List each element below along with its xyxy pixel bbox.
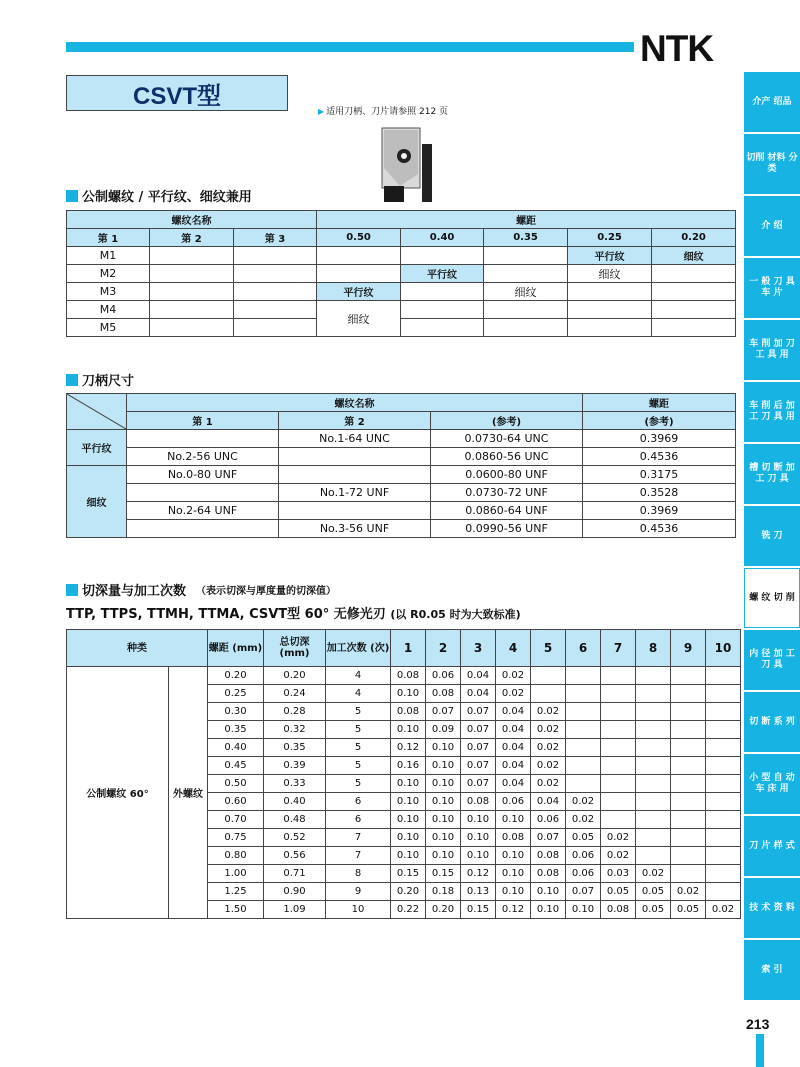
header-pass-number: 9 — [671, 630, 706, 667]
cell-pass-depth — [531, 667, 566, 685]
square-bullet-icon — [66, 374, 78, 386]
cell-pass-depth: 0.05 — [636, 901, 671, 919]
page-title: CSVT型 — [66, 75, 288, 111]
header-reference: (参考) — [431, 412, 583, 430]
section3-subtitle-text: TTP, TTPS, TTMH, TTMA, CSVT型 60° 无修光刃 — [66, 607, 386, 622]
header-total-depth: 总切深 (mm) — [264, 630, 326, 667]
cell-pass-depth: 0.08 — [391, 703, 426, 721]
cell-pass-depth: 0.07 — [426, 703, 461, 721]
cell-reference: 0.0730-64 UNC — [431, 430, 583, 448]
cell-pass-depth — [566, 775, 601, 793]
cell-pass-depth: 0.08 — [391, 667, 426, 685]
cell-first: No.2-64 UNF — [127, 502, 279, 520]
cell-pass-depth: 0.13 — [461, 883, 496, 901]
cell-pass-depth: 0.10 — [391, 811, 426, 829]
cell-pass-depth — [671, 757, 706, 775]
cell-reference: 0.0990-56 UNF — [431, 520, 583, 538]
section3-heading-note: （表示切深与厚度量的切深值） — [196, 586, 337, 597]
sidebar-tab[interactable]: 刀 片 样 式 — [744, 816, 800, 876]
cell-pass-depth — [671, 739, 706, 757]
cell-pass-depth: 0.02 — [531, 775, 566, 793]
header-pass-number: 7 — [601, 630, 636, 667]
cell-pitch: 0.70 — [208, 811, 264, 829]
cell-total-depth: 0.35 — [264, 739, 326, 757]
cell-reference: 0.0860-64 UNF — [431, 502, 583, 520]
diagonal-line — [67, 394, 126, 429]
cell-pass-depth — [706, 775, 741, 793]
cell-pass-depth: 0.10 — [391, 829, 426, 847]
cell-reference: 0.0600-80 UNF — [431, 466, 583, 484]
cell-second: No.1-64 UNC — [279, 430, 431, 448]
cell-pass-depth: 0.02 — [636, 865, 671, 883]
cell-pass-depth: 0.02 — [531, 721, 566, 739]
cell-pass-depth: 0.07 — [461, 739, 496, 757]
cell-pass-depth: 0.02 — [496, 667, 531, 685]
cell-second: No.1-72 UNF — [279, 484, 431, 502]
sidebar-tab[interactable]: 螺 纹 切 削 — [744, 568, 800, 628]
header-second: 第 2 — [150, 229, 234, 247]
section1-table — [66, 210, 736, 337]
cell-pass-depth: 0.04 — [496, 775, 531, 793]
cell-pass-depth: 0.12 — [496, 901, 531, 919]
cell-total-depth: 0.52 — [264, 829, 326, 847]
cell-pass-depth: 0.04 — [461, 685, 496, 703]
cell-pass-depth — [671, 775, 706, 793]
cell-pass-depth — [706, 793, 741, 811]
header-pitch-reference: (参考) — [583, 412, 736, 430]
cell-pass-depth — [671, 865, 706, 883]
cell-pitch: 0.3528 — [583, 484, 736, 502]
cell-pass-depth — [531, 685, 566, 703]
header-pass-number: 2 — [426, 630, 461, 667]
cell-pass-depth: 0.06 — [496, 793, 531, 811]
brand-logo: NTK — [640, 28, 714, 69]
cell-passes: 4 — [326, 685, 391, 703]
sidebar-tab[interactable]: 索 引 — [744, 940, 800, 1000]
cell-second — [279, 502, 431, 520]
cell-total-depth: 0.39 — [264, 757, 326, 775]
sidebar-tab[interactable]: 内 径 加 工 刀 具 — [744, 630, 800, 690]
cell-pass-depth: 0.02 — [566, 793, 601, 811]
cell-first — [127, 520, 279, 538]
header-pitch-025: 0.25 — [568, 229, 652, 247]
header-pitch: 螺距 — [317, 211, 736, 229]
cell-pitch: 0.40 — [208, 739, 264, 757]
cell-total-depth: 0.40 — [264, 793, 326, 811]
cell-pitch: 0.80 — [208, 847, 264, 865]
cell-pass-depth: 0.10 — [496, 847, 531, 865]
cell-pass-depth: 0.04 — [496, 721, 531, 739]
group-fine: 细纹 — [67, 466, 127, 538]
cell-passes: 6 — [326, 793, 391, 811]
cell-fine: 细纹 — [568, 265, 652, 283]
section2-heading-text: 刀柄尺寸 — [82, 374, 135, 389]
cell-pass-depth: 0.07 — [461, 757, 496, 775]
diagonal-corner-cell — [67, 394, 127, 430]
cell-pass-depth — [636, 721, 671, 739]
cell-pass-depth — [706, 667, 741, 685]
header-pitch-050: 0.50 — [317, 229, 401, 247]
cell-pass-depth: 0.10 — [391, 721, 426, 739]
cell-pass-depth — [706, 811, 741, 829]
cell-passes: 5 — [326, 775, 391, 793]
cell-parallel: 平行纹 — [317, 283, 401, 301]
cell-pass-depth: 0.10 — [531, 883, 566, 901]
cell-pitch: 0.20 — [208, 667, 264, 685]
cell-pass-depth: 0.08 — [531, 847, 566, 865]
sidebar-tab[interactable]: 车 削 后 加 工 刀 具 用 — [744, 382, 800, 442]
cell-pass-depth: 0.03 — [601, 865, 636, 883]
cell-total-depth: 0.33 — [264, 775, 326, 793]
reference-note-text: 适用刀柄、刀片请参照 212 页 — [326, 107, 449, 117]
cutting-depth-table — [66, 629, 741, 919]
cell-passes: 4 — [326, 667, 391, 685]
cell-pitch: 1.25 — [208, 883, 264, 901]
header-pitch-040: 0.40 — [401, 229, 484, 247]
cell-pass-depth: 0.10 — [496, 865, 531, 883]
cell-pass-depth — [706, 883, 741, 901]
cell-total-depth: 0.20 — [264, 667, 326, 685]
cell-pass-depth: 0.10 — [426, 829, 461, 847]
cell-pass-depth — [566, 667, 601, 685]
reference-note — [318, 104, 448, 117]
cell-passes: 5 — [326, 721, 391, 739]
cell-pass-depth — [636, 811, 671, 829]
cell-pass-depth: 0.07 — [461, 703, 496, 721]
row-label: M3 — [67, 283, 150, 301]
header-second: 第 2 — [279, 412, 431, 430]
sidebar-tab[interactable]: 技 术 资 料 — [744, 878, 800, 938]
cell-pitch: 0.4536 — [583, 448, 736, 466]
cell-pass-depth: 0.04 — [461, 667, 496, 685]
cell-pass-depth: 0.10 — [426, 847, 461, 865]
cell-pass-depth: 0.10 — [566, 901, 601, 919]
cell-pass-depth: 0.10 — [391, 793, 426, 811]
cell-pass-depth — [636, 739, 671, 757]
header-first: 第 1 — [67, 229, 150, 247]
cell-pass-depth — [636, 685, 671, 703]
cell-first: No.2-56 UNC — [127, 448, 279, 466]
cell-pass-depth: 0.07 — [461, 721, 496, 739]
cell-pass-depth: 0.10 — [531, 901, 566, 919]
header-type: 种类 — [67, 630, 208, 667]
cell-pass-depth: 0.07 — [566, 883, 601, 901]
header-pitch-020: 0.20 — [652, 229, 736, 247]
sidebar-tab[interactable]: 槽 切 断 加 工 刀 具 — [744, 444, 800, 504]
cell-pass-depth — [566, 757, 601, 775]
cell-pitch: 1.50 — [208, 901, 264, 919]
sidebar-tab[interactable]: 切削 材料 分类 — [744, 134, 800, 194]
row-label: M4 — [67, 301, 150, 319]
cell-pass-depth: 0.10 — [496, 883, 531, 901]
cell-pass-depth: 0.15 — [461, 901, 496, 919]
cell-pass-depth — [636, 667, 671, 685]
cell-fine: 细纹 — [317, 301, 401, 337]
header-pass-number: 10 — [706, 630, 741, 667]
cell-pass-depth: 0.08 — [496, 829, 531, 847]
header-accent-bar — [66, 42, 634, 52]
cell-pass-depth — [601, 757, 636, 775]
cell-pass-depth — [601, 721, 636, 739]
cell-pass-depth: 0.10 — [426, 775, 461, 793]
cell-pass-depth: 0.07 — [461, 775, 496, 793]
cell-pass-depth — [706, 703, 741, 721]
cell-pass-depth: 0.20 — [391, 883, 426, 901]
cell-pass-depth — [636, 703, 671, 721]
cell-pass-depth — [671, 811, 706, 829]
cell-pass-depth — [706, 829, 741, 847]
cell-first — [127, 430, 279, 448]
cell-passes: 6 — [326, 811, 391, 829]
sidebar-tab[interactable]: 车 削 加 刀 工 具 用 — [744, 320, 800, 380]
cell-pass-depth — [601, 793, 636, 811]
cell-total-depth: 0.71 — [264, 865, 326, 883]
cell-second — [279, 466, 431, 484]
header-third: 第 3 — [234, 229, 317, 247]
cell-pass-depth: 0.04 — [496, 757, 531, 775]
cell-pass-depth: 0.12 — [461, 865, 496, 883]
cell-pass-depth: 0.08 — [531, 865, 566, 883]
cell-pass-depth: 0.15 — [391, 865, 426, 883]
cell-pass-depth: 0.04 — [531, 793, 566, 811]
cell-pass-depth: 0.10 — [461, 847, 496, 865]
cell-pass-depth: 0.10 — [391, 847, 426, 865]
cell-total-depth: 1.09 — [264, 901, 326, 919]
cell-passes: 5 — [326, 703, 391, 721]
cell-total-depth: 0.56 — [264, 847, 326, 865]
cell-second — [279, 448, 431, 466]
cell-pass-depth: 0.22 — [391, 901, 426, 919]
cell-parallel: 平行纹 — [401, 265, 484, 283]
cell-pass-depth: 0.12 — [391, 739, 426, 757]
sidebar-tab[interactable]: 介产 绍品 — [744, 72, 800, 132]
cell-total-depth: 0.48 — [264, 811, 326, 829]
row-label: M2 — [67, 265, 150, 283]
cell-pass-depth: 0.05 — [601, 883, 636, 901]
cell-pass-depth — [671, 847, 706, 865]
cell-pitch: 0.35 — [208, 721, 264, 739]
cell-pass-depth: 0.02 — [601, 829, 636, 847]
table-row — [67, 667, 741, 685]
cell-pass-depth — [706, 739, 741, 757]
header-first: 第 1 — [127, 412, 279, 430]
section3-heading-text: 切深量与加工次数 — [82, 584, 187, 599]
cell-first — [127, 484, 279, 502]
cell-pass-depth — [706, 721, 741, 739]
header-passes: 加工次数 (次) — [326, 630, 391, 667]
sidebar-tab[interactable]: 铣 刀 — [744, 506, 800, 566]
cell-pass-depth: 0.02 — [671, 883, 706, 901]
triangle-icon: ▶ — [318, 107, 325, 116]
sidebar-tab[interactable]: 小 型 自 动 车 床 用 — [744, 754, 800, 814]
cell-pitch: 1.00 — [208, 865, 264, 883]
cell-pass-depth: 0.02 — [531, 757, 566, 775]
group-parallel: 平行纹 — [67, 430, 127, 466]
cell-pass-depth: 0.08 — [461, 793, 496, 811]
section1-heading-text: 公制螺纹 / 平行纹、细纹兼用 — [82, 190, 252, 205]
header-pass-number: 3 — [461, 630, 496, 667]
page-marker-bar — [756, 1034, 764, 1067]
cell-pass-depth: 0.07 — [531, 829, 566, 847]
section-index-sidebar — [744, 72, 800, 990]
cell-pass-depth — [671, 703, 706, 721]
cell-pass-depth: 0.15 — [426, 865, 461, 883]
cell-pass-depth: 0.02 — [706, 901, 741, 919]
header-pass-number: 5 — [531, 630, 566, 667]
cell-total-depth: 0.24 — [264, 685, 326, 703]
cell-total-depth: 0.90 — [264, 883, 326, 901]
cell-pass-depth — [706, 757, 741, 775]
cell-pass-depth: 0.10 — [461, 811, 496, 829]
cell-pass-depth — [671, 685, 706, 703]
cell-pass-depth — [671, 721, 706, 739]
cell-pass-depth: 0.10 — [426, 739, 461, 757]
cell-pass-depth: 0.10 — [391, 685, 426, 703]
section2-table — [66, 393, 736, 538]
cell-passes: 5 — [326, 757, 391, 775]
section3-subtitle-note: (以 R0.05 时为大致标准) — [390, 608, 521, 621]
section2-heading — [66, 370, 134, 389]
cell-pass-depth: 0.05 — [566, 829, 601, 847]
cell-pass-depth: 0.05 — [671, 901, 706, 919]
cell-second: No.3-56 UNF — [279, 520, 431, 538]
cell-pass-depth — [601, 667, 636, 685]
cell-parallel: 平行纹 — [568, 247, 652, 265]
cell-first: No.0-80 UNF — [127, 466, 279, 484]
sub-type-label: 外螺纹 — [169, 667, 208, 919]
cell-pitch: 0.25 — [208, 685, 264, 703]
type-label: 公制螺纹 60° — [67, 667, 169, 919]
cell-pass-depth: 0.04 — [496, 739, 531, 757]
cell-pass-depth: 0.02 — [601, 847, 636, 865]
section3-subtitle — [66, 603, 521, 622]
cell-pass-depth — [706, 685, 741, 703]
cell-pitch: 0.75 — [208, 829, 264, 847]
cell-pass-depth: 0.08 — [426, 685, 461, 703]
cell-passes: 7 — [326, 847, 391, 865]
square-bullet-icon — [66, 584, 78, 596]
cell-pass-depth — [566, 739, 601, 757]
cell-pass-depth: 0.02 — [531, 739, 566, 757]
header-pass-number: 8 — [636, 630, 671, 667]
tool-illustration — [378, 124, 436, 204]
cell-pass-depth: 0.02 — [566, 811, 601, 829]
cell-pass-depth: 0.05 — [636, 883, 671, 901]
header-pitch: 螺距 (mm) — [208, 630, 264, 667]
cell-pass-depth: 0.10 — [391, 775, 426, 793]
cell-pass-depth — [636, 793, 671, 811]
cell-pass-depth: 0.06 — [531, 811, 566, 829]
cell-pass-depth — [671, 793, 706, 811]
cell-passes: 8 — [326, 865, 391, 883]
cell-pass-depth — [601, 811, 636, 829]
header-pass-number: 6 — [566, 630, 601, 667]
cell-passes: 9 — [326, 883, 391, 901]
cell-pass-depth — [671, 829, 706, 847]
sidebar-tab[interactable]: 切 断 系 列 — [744, 692, 800, 752]
cell-pass-depth — [706, 865, 741, 883]
cell-pass-depth — [636, 847, 671, 865]
header-thread-name: 螺纹名称 — [67, 211, 317, 229]
cell-fine: 细纹 — [484, 283, 568, 301]
cell-pass-depth: 0.20 — [426, 901, 461, 919]
cell-pass-depth: 0.04 — [496, 703, 531, 721]
cell-pass-depth — [636, 829, 671, 847]
cell-pass-depth: 0.16 — [391, 757, 426, 775]
cell-total-depth: 0.28 — [264, 703, 326, 721]
header-pass-number: 1 — [391, 630, 426, 667]
sidebar-tab[interactable]: 介 绍 — [744, 196, 800, 256]
cell-pass-depth: 0.02 — [531, 703, 566, 721]
cell-pitch: 0.3969 — [583, 502, 736, 520]
cell-pass-depth — [706, 847, 741, 865]
cell-pass-depth: 0.09 — [426, 721, 461, 739]
cell-passes: 10 — [326, 901, 391, 919]
cell-pass-depth — [601, 739, 636, 757]
header-thread-name: 螺纹名称 — [127, 394, 583, 412]
header-pitch: 螺距 — [583, 394, 736, 412]
cell-pitch: 0.50 — [208, 775, 264, 793]
cell-pass-depth: 0.10 — [426, 811, 461, 829]
cell-pitch: 0.60 — [208, 793, 264, 811]
cell-pass-depth — [636, 757, 671, 775]
cell-pitch: 0.45 — [208, 757, 264, 775]
square-bullet-icon — [66, 190, 78, 202]
cell-passes: 5 — [326, 739, 391, 757]
row-label: M1 — [67, 247, 150, 265]
page-number: 213 — [746, 1016, 770, 1032]
cell-pitch: 0.30 — [208, 703, 264, 721]
cell-pitch: 0.3175 — [583, 466, 736, 484]
cell-pass-depth: 0.18 — [426, 883, 461, 901]
cell-total-depth: 0.32 — [264, 721, 326, 739]
row-label: M5 — [67, 319, 150, 337]
section1-heading — [66, 186, 252, 205]
cell-reference: 0.0860-56 UNC — [431, 448, 583, 466]
cell-fine: 细纹 — [652, 247, 736, 265]
cell-pitch: 0.3969 — [583, 430, 736, 448]
cell-pass-depth — [601, 685, 636, 703]
cell-pass-depth: 0.08 — [601, 901, 636, 919]
cell-pass-depth — [566, 685, 601, 703]
section3-heading — [66, 580, 336, 599]
header-pitch-035: 0.35 — [484, 229, 568, 247]
cell-pass-depth — [671, 667, 706, 685]
cell-pitch: 0.4536 — [583, 520, 736, 538]
cell-pass-depth — [566, 721, 601, 739]
cell-pass-depth — [566, 703, 601, 721]
cell-pass-depth: 0.06 — [566, 865, 601, 883]
cell-passes: 7 — [326, 829, 391, 847]
cell-pass-depth: 0.10 — [496, 811, 531, 829]
cell-pass-depth — [601, 703, 636, 721]
cell-pass-depth: 0.06 — [566, 847, 601, 865]
cell-pass-depth: 0.10 — [426, 793, 461, 811]
cell-pass-depth: 0.10 — [461, 829, 496, 847]
sidebar-tab[interactable]: 一 般 刀 具 车 片 — [744, 258, 800, 318]
cell-pass-depth — [601, 775, 636, 793]
header-pass-number: 4 — [496, 630, 531, 667]
cell-reference: 0.0730-72 UNF — [431, 484, 583, 502]
cell-pass-depth: 0.10 — [426, 757, 461, 775]
cell-pass-depth: 0.06 — [426, 667, 461, 685]
cell-pass-depth: 0.02 — [496, 685, 531, 703]
cell-pass-depth — [636, 775, 671, 793]
